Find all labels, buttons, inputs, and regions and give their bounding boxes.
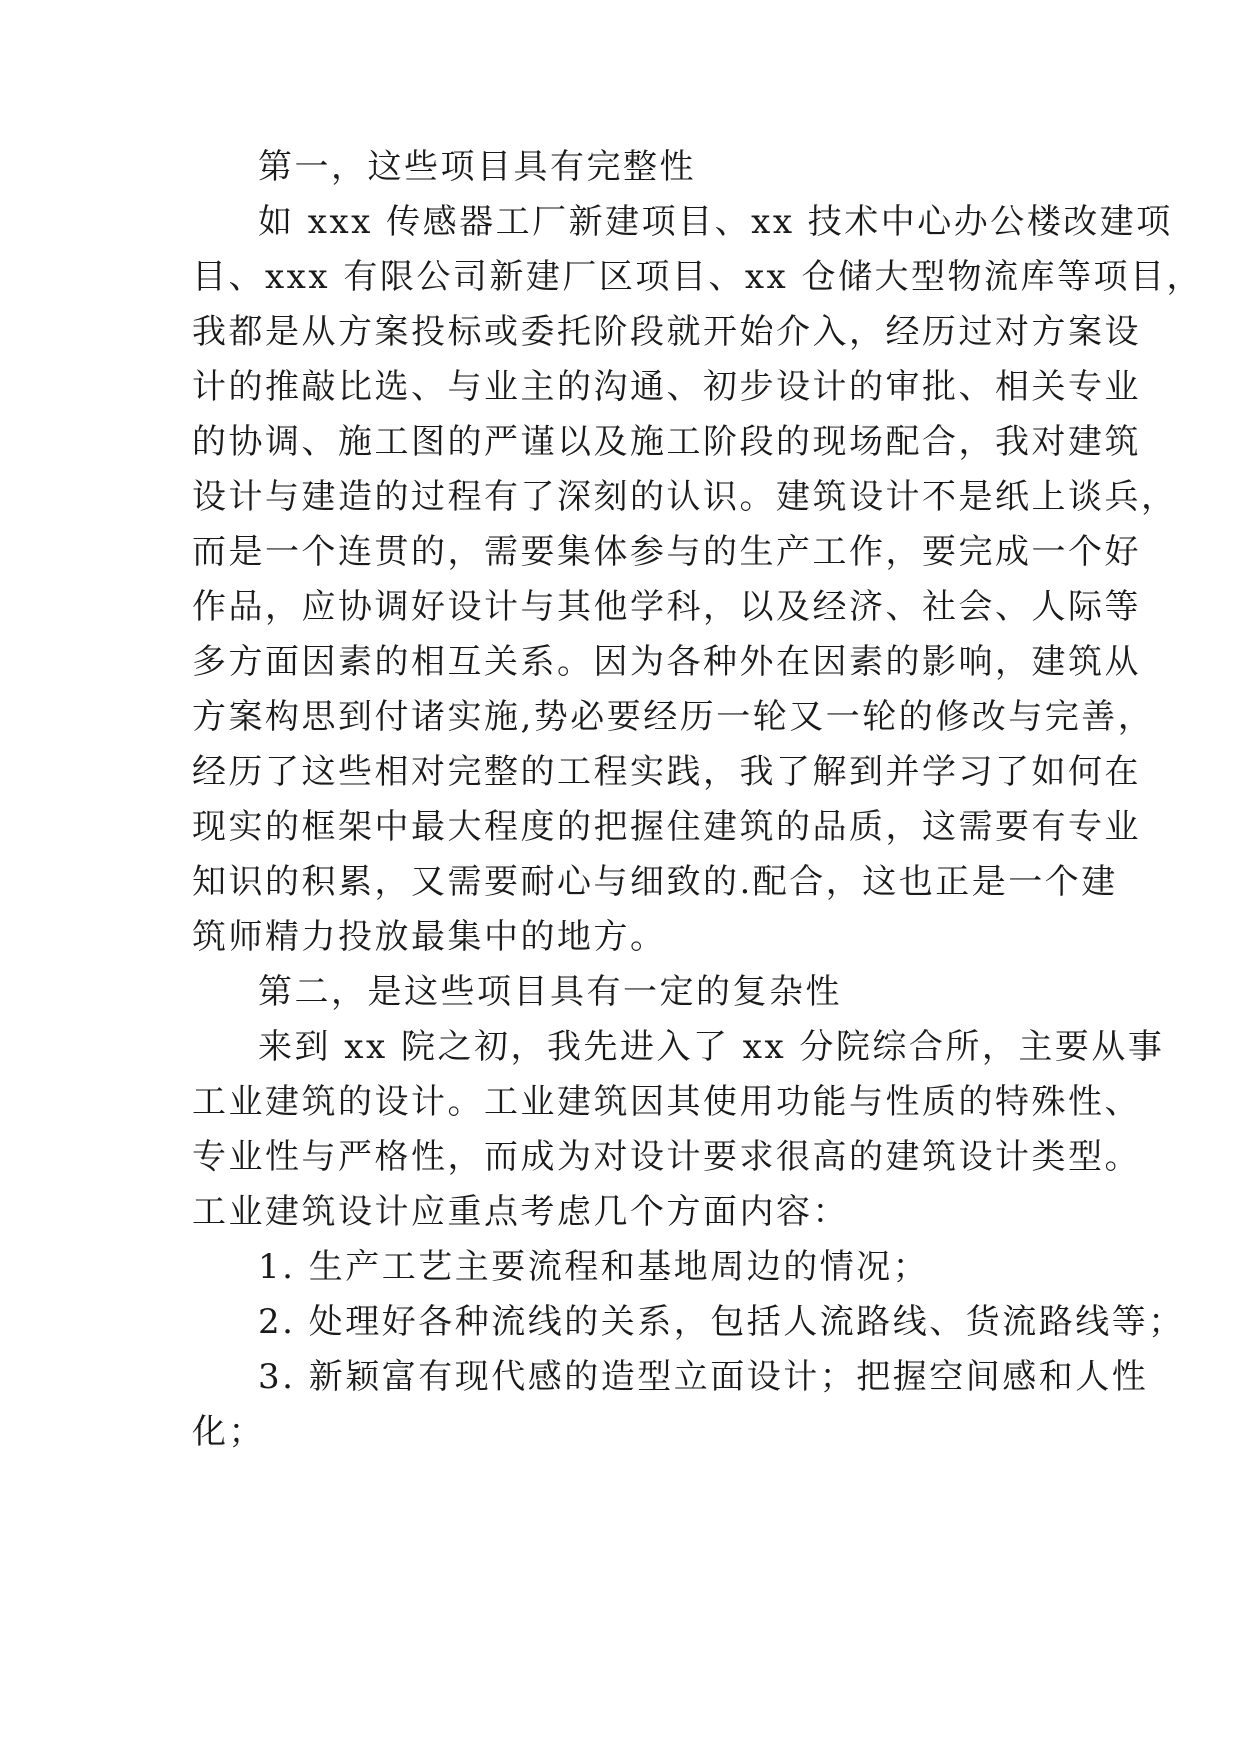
heading-first: 第一，这些项目具有完整性: [258, 147, 696, 187]
paragraph-line: 计的推敲比选、与业主的沟通、初步设计的审批、相关专业: [192, 367, 1141, 407]
paragraph-line: 工业建筑的设计。工业建筑因其使用功能与性质的特殊性、: [192, 1082, 1141, 1122]
paragraph-line: 目、xxx 有限公司新建厂区项目、xx 仓储大型物流库等项目，: [192, 257, 1203, 297]
heading-second: 第二，是这些项目具有一定的复杂性: [258, 972, 842, 1012]
paragraph-line: 知识的积累，又需要耐心与细致的.配合，这也正是一个建: [192, 862, 1118, 902]
paragraph-line: 筑师精力投放最集中的地方。: [192, 917, 667, 957]
paragraph-line: 经历了这些相对完整的工程实践，我了解到并学习了如何在: [192, 752, 1141, 792]
paragraph-line: 来到 xx 院之初，我先进入了 xx 分院综合所，主要从事: [258, 1027, 1165, 1067]
paragraph-line: 的协调、施工图的严谨以及施工阶段的现场配合，我对建筑: [192, 422, 1141, 462]
paragraph-line: 工业建筑设计应重点考虑几个方面内容：: [192, 1192, 849, 1232]
paragraph-line: 如 xxx 传感器工厂新建项目、xx 技术中心办公楼改建项: [258, 202, 1173, 242]
list-item: 2. 处理好各种流线的关系，包括人流路线、货流路线等；: [258, 1302, 1185, 1342]
paragraph-line: 设计与建造的过程有了深刻的认识。建筑设计不是纸上谈兵，: [192, 477, 1178, 517]
list-item: 3. 新颖富有现代感的造型立面设计；把握空间感和人性: [258, 1357, 1149, 1397]
paragraph-line: 方案构思到付诸实施,势必要经历一轮又一轮的修改与完善，: [192, 697, 1155, 737]
paragraph-line: 现实的框架中最大程度的把握住建筑的品质，这需要有专业: [192, 807, 1141, 847]
paragraph-line: 专业性与严格性，而成为对设计要求很高的建筑设计类型。: [192, 1137, 1141, 1177]
paragraph-line: 多方面因素的相互关系。因为各种外在因素的影响，建筑从: [192, 642, 1141, 682]
list-item: 1. 生产工艺主要流程和基地周边的情况；: [258, 1247, 930, 1287]
paragraph-line: 作品，应协调好设计与其他学科，以及经济、社会、人际等: [192, 587, 1141, 627]
paragraph-line: 而是一个连贯的，需要集体参与的生产工作，要完成一个好: [192, 532, 1141, 572]
paragraph-line: 我都是从方案投标或委托阶段就开始介入，经历过对方案设: [192, 312, 1141, 352]
list-item-continuation: 化；: [192, 1412, 265, 1452]
